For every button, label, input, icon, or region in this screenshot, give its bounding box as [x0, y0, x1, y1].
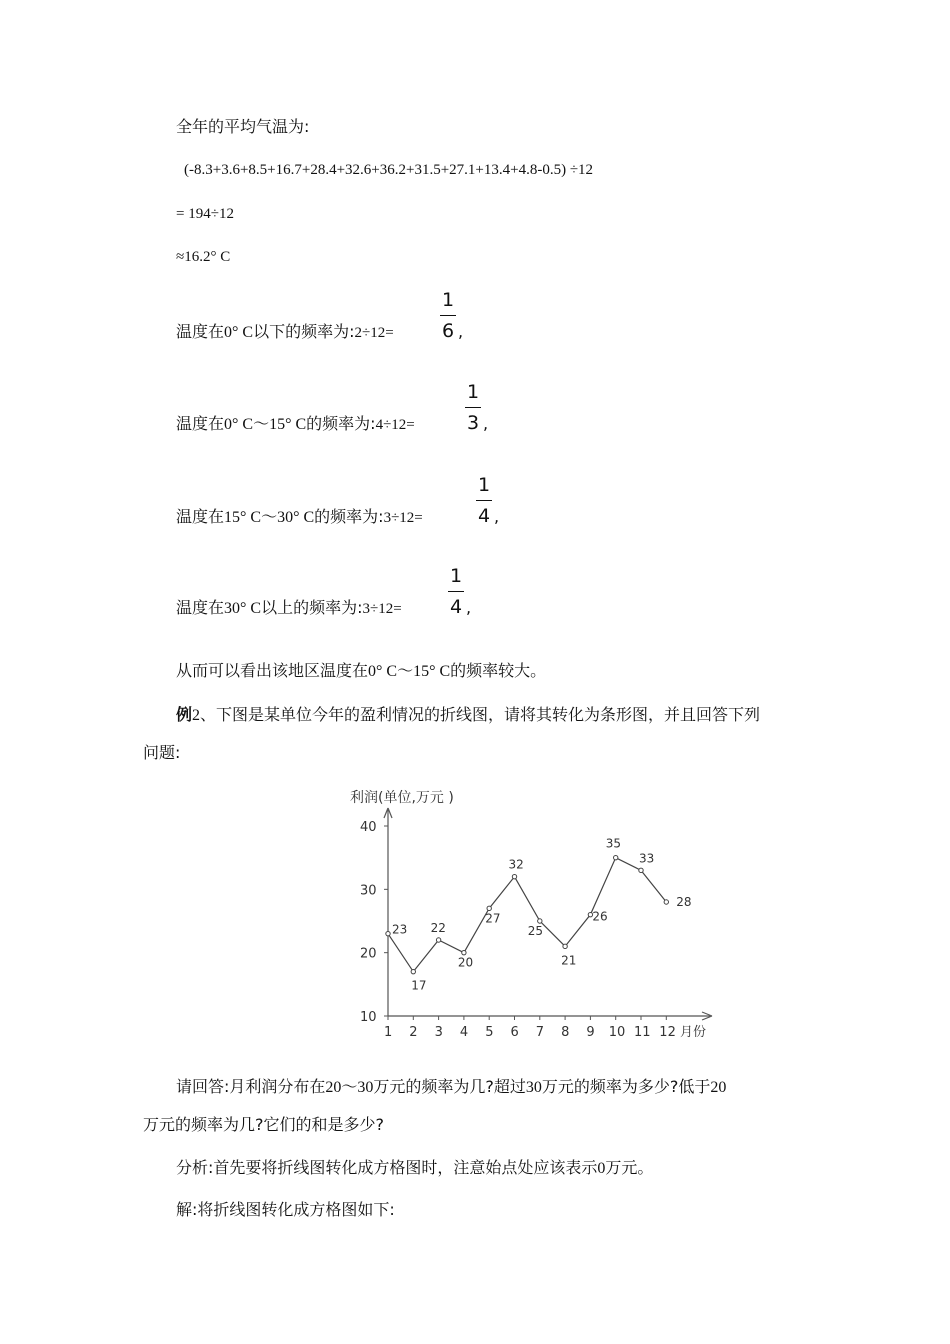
data-label-4: 20 [457, 955, 474, 970]
point-3 [436, 938, 440, 942]
freq-tail-2: , [494, 507, 500, 526]
point-7 [538, 919, 542, 923]
x-tick-label-8: 8 [561, 1025, 570, 1040]
x-axis-label: 月份 [680, 1025, 707, 1040]
point-10 [614, 855, 618, 859]
freq-tail-0: , [458, 322, 464, 341]
example2-line2: 问题: [143, 743, 181, 762]
series-line [388, 858, 666, 972]
point-1 [386, 931, 390, 935]
y-axis-arrow-2 [388, 808, 392, 818]
x-tick-label-9: 9 [586, 1025, 595, 1040]
example2-line1: 例2、下图是某单位今年的盈利情况的折线图，请将其转化为条形图，并且回答下列 [176, 705, 761, 724]
data-label-12: 28 [676, 895, 692, 909]
analysis: 分析:首先要将折线图转化成方格图时，注意始点处应该表示0万元。 [176, 1158, 654, 1177]
freq-tail-3: , [466, 598, 472, 617]
point-2 [411, 969, 415, 973]
y-tick-label-10: 10 [360, 1010, 377, 1025]
x-tick-label-4: 4 [459, 1025, 469, 1040]
x-tick-label-1: 1 [384, 1025, 393, 1040]
x-tick-label-7: 7 [535, 1025, 545, 1040]
fraction-3: 1 4 [449, 565, 463, 618]
data-label-7: 25 [527, 924, 544, 938]
x-tick-label-11: 11 [634, 1025, 651, 1040]
data-label-9: 26 [592, 909, 608, 924]
x-tick-label-6: 6 [510, 1025, 519, 1040]
conclusion: 从而可以看出该地区温度在0° C～15° C的频率较大。 [176, 661, 547, 680]
data-label-5: 27 [485, 911, 501, 926]
freq-line-3: 温度在30° C以上的频率为:3÷12= [176, 598, 402, 617]
question-line1: 请回答:月利润分布在20～30万元的频率为几?超过30万元的频率为多少?低于20 [176, 1077, 727, 1096]
data-label-6: 32 [508, 857, 524, 872]
freq-line-1: 温度在0° C～15° C的频率为:4÷12= [176, 414, 415, 433]
point-8 [563, 944, 567, 948]
chart-title: 利润(单位,万元 ) [350, 790, 454, 806]
y-tick-label-40: 40 [360, 820, 377, 835]
point-4 [462, 950, 466, 954]
point-6 [512, 874, 516, 878]
avg-step1: = 194÷12 [176, 206, 234, 222]
avg-expression: (-8.3+3.6+8.5+16.7+28.4+32.6+36.2+31.5+27.1+13.4+4.8-0.5) ÷12 [184, 162, 594, 178]
fraction-0: 1 6 [441, 289, 455, 342]
y-tick-label-30: 30 [360, 883, 377, 899]
data-label-8: 21 [561, 953, 577, 968]
x-tick-label-2: 2 [409, 1025, 418, 1040]
avg-step2: ≈16.2° C [176, 249, 231, 265]
data-label-1: 23 [392, 922, 408, 937]
x-tick-label-3: 3 [434, 1025, 443, 1040]
data-label-11: 33 [639, 851, 655, 866]
point-11 [639, 868, 643, 872]
y-axis-arrow [384, 808, 388, 818]
freq-line-2: 温度在15° C～30° C的频率为:3÷12= [176, 507, 423, 526]
point-5 [487, 906, 491, 910]
profit-line-chart [340, 780, 720, 1045]
fraction-1: 1 3 [466, 381, 480, 434]
data-label-3: 22 [430, 921, 446, 935]
freq-tail-1: , [483, 414, 489, 433]
x-tick-label-5: 5 [485, 1025, 494, 1040]
fraction-2: 1 4 [477, 474, 491, 527]
point-12 [664, 900, 668, 904]
x-tick-label-12: 12 [659, 1025, 676, 1040]
freq-line-0: 温度在0° C以下的频率为:2÷12= [176, 322, 394, 341]
avg-title: 全年的平均气温为: [176, 117, 310, 136]
data-label-2: 17 [411, 978, 427, 993]
y-tick-label-20: 20 [360, 946, 377, 962]
data-label-10: 35 [605, 836, 621, 851]
question-line2: 万元的频率为几?它们的和是多少? [143, 1115, 384, 1134]
x-tick-label-10: 10 [608, 1025, 626, 1040]
solution: 解:将折线图转化成方格图如下: [176, 1200, 395, 1219]
